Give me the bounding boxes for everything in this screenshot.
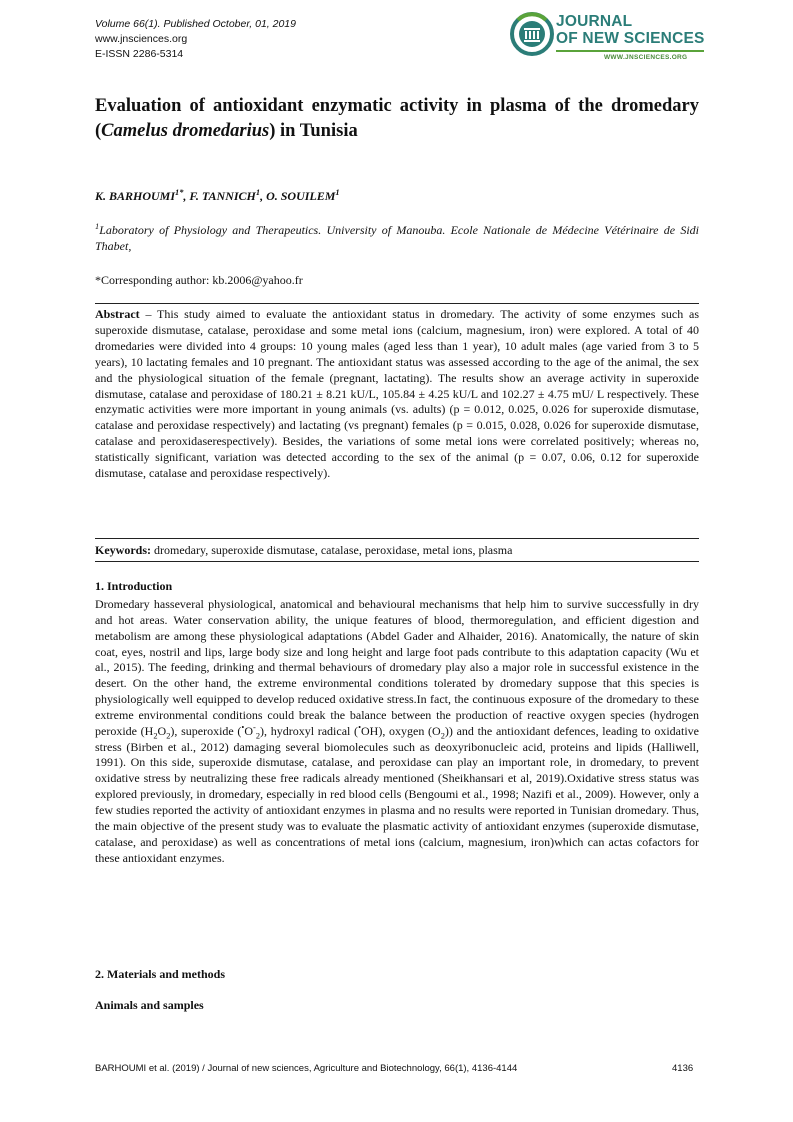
title-species: Camelus dromedarius	[101, 121, 270, 141]
author-name: O. SOUILEM	[266, 189, 336, 203]
affiliation	[95, 222, 699, 254]
journal-logo	[508, 10, 708, 68]
author-affiliation-mark: 1	[335, 188, 340, 197]
footer-citation: BARHOUMI et al. (2019) / Journal of new sciences, Agriculture and Biotechnology, 66(1), 4136-4144	[95, 1063, 518, 1074]
logo-url: WWW.JNSCIENCES.ORG	[604, 54, 688, 61]
section-heading-methods: 2. Materials and methods	[95, 967, 225, 981]
abstract	[95, 307, 699, 482]
title-part-1: Evaluation of antioxidant enzymatic activity in plasma of the dromedary (	[95, 96, 699, 141]
journal-website[interactable]: www.jnsciences.org	[95, 33, 188, 45]
journal-emblem-icon	[510, 12, 554, 58]
author-name: F. TANNICH	[189, 189, 256, 203]
title-part-2: ) in Tunisia	[269, 121, 358, 141]
affiliation-mark: 1	[95, 222, 100, 231]
logo-divider	[556, 50, 704, 52]
subsection-heading-animals: Animals and samples	[95, 998, 204, 1012]
abstract-label: Abstract	[95, 307, 140, 321]
author-list	[95, 189, 699, 204]
issn-number: E-ISSN 2286-5314	[95, 48, 184, 60]
introduction-body: Dromedary hasseveral physiological, anatomical and behavioural mechanisms that help him to survive successfully in dry and hot areas. Water conservation ability, the unique features of blood, thermoregulation, and efficient digestion and metabolism are among these physiological adaptations (Abdel Gader and Alhaider, 2016). Anatomically, the nature of skin coat, eyes, nostril and lips, large body size and long height and large foot pads contribute to this adaptation capacity (Wu et al., 2015). The feeding, drinking and thermal behaviours of dromedary play also a major role in successful existence in the desert. On the other hand, the extreme environmental conditions tolerated by dromedary suppose that this species is physiologically well equipped to develop reduced oxidative stress.In fact, the continuous exposure of the dromedary to these extreme environmental conditions could break the balance between the production of reactive oxygen species (hydrogen peroxide $(H_2O_2)$, superoxide $(^•O^-_2)$, hydroxyl radical (•OH), oxygen $(O_2)$) and the antioxidant defences, leading to oxidative stress (Birben et al., 2012) damaging several biomolecules such as deoxyribonucleic acid, proteins and lipids (Halliwell, 1991). On this side, superoxide dismutase, catalase, and peroxidase can play an important role, in dromedary, to prevent oxidative stress by neutralizing these free radicals already mentioned (Sheikhansari et al, 2019).Oxidative stress status was explored previously, in dromedary, especially in red blood cells (Bengoumi et al., 1998; Nazifi et al., 2009). However, only a few studies reported the activity of antioxidant enzymes in plasma and no results were reported in Tunisian dromedary. Thus, the main objective of the present study was to evaluate the plasmatic activity of antioxidant enzymes (superoxide dismutase, catalase, and peroxidase) as well as concentrations of metal ions (calcium, magnesium, iron)which can actas cofactors for these antioxidant enzymes.	[95, 597, 699, 865]
page-number: 4136	[672, 1063, 694, 1074]
keywords-top-rule	[95, 538, 699, 539]
author-name: K. BARHOUMI	[95, 189, 176, 203]
paper-title	[95, 94, 699, 144]
author-affiliation-mark: 1*	[175, 188, 184, 197]
section-heading-introduction: 1. Introduction	[95, 579, 173, 593]
volume-info: Volume 66(1). Published October, 01, 2019	[95, 18, 296, 30]
author-affiliation-mark: 1	[255, 188, 261, 197]
keywords-label: Keywords:	[95, 543, 151, 557]
keywords-text: dromedary, superoxide dismutase, catalase, peroxidase, metal ions, plasma	[151, 543, 513, 557]
abstract-top-rule	[95, 303, 699, 304]
affiliation-text: Laboratory of Physiology and Therapeutics. University of Manouba. Ecole Nationale de Médecine Vétérinaire de Sidi Thabet,	[95, 223, 699, 253]
keywords	[95, 543, 699, 558]
journal-header	[95, 17, 296, 62]
corresponding-author: *Corresponding author: kb.2006@yahoo.fr	[95, 273, 303, 287]
author-separator: ,	[183, 189, 190, 203]
author-separator: ,	[260, 189, 267, 203]
logo-line-1: JOURNAL	[556, 13, 633, 30]
abstract-text: – This study aimed to evaluate the antioxidant status in dromedary. The activity of some enzymes such as superoxide dismutase, catalase, peroxidase and some metal ions (calcium, magnesium, iron) were explored. A total of 40 dromedaries were divided into 4 groups: 10 young males (aged less than 1 year), 10 adult males (age varied from 3 to 5 years), 10 lactating females and 10 pregnant. The antioxidant status was assessed according to the age of the animal, the sex and the physiological situation of the female (pregnant, lactating). The results show an average activity in superoxide dismutase, catalase and peroxidase of 180.21 ± 8.21 kU/L, 105.84 ± 4.25 kU/L and 102.27 ± 4.75 mU/ L respectively. These enzymatic activities were more important in young animals (vs. adults) (p = 0.012, 0.025, 0.026 for superoxide dismutase, catalase and peroxidase respectively) and lactating (vs pregnant) females (p = 0.015, 0.028, 0.026 for superoxide dismutase, catalase and peroxidaserespectively). Besides, the variations of some metal ions were correlated positively; whereas no, statistically significant, variation was detected according to the sex of the animal (p = 0.07, 0.06, 0.12 for superoxide dismutase, catalase and peroxidase respectively).	[95, 307, 699, 481]
keywords-bottom-rule	[95, 561, 699, 562]
logo-line-2: OF NEW SCIENCES	[556, 30, 705, 47]
